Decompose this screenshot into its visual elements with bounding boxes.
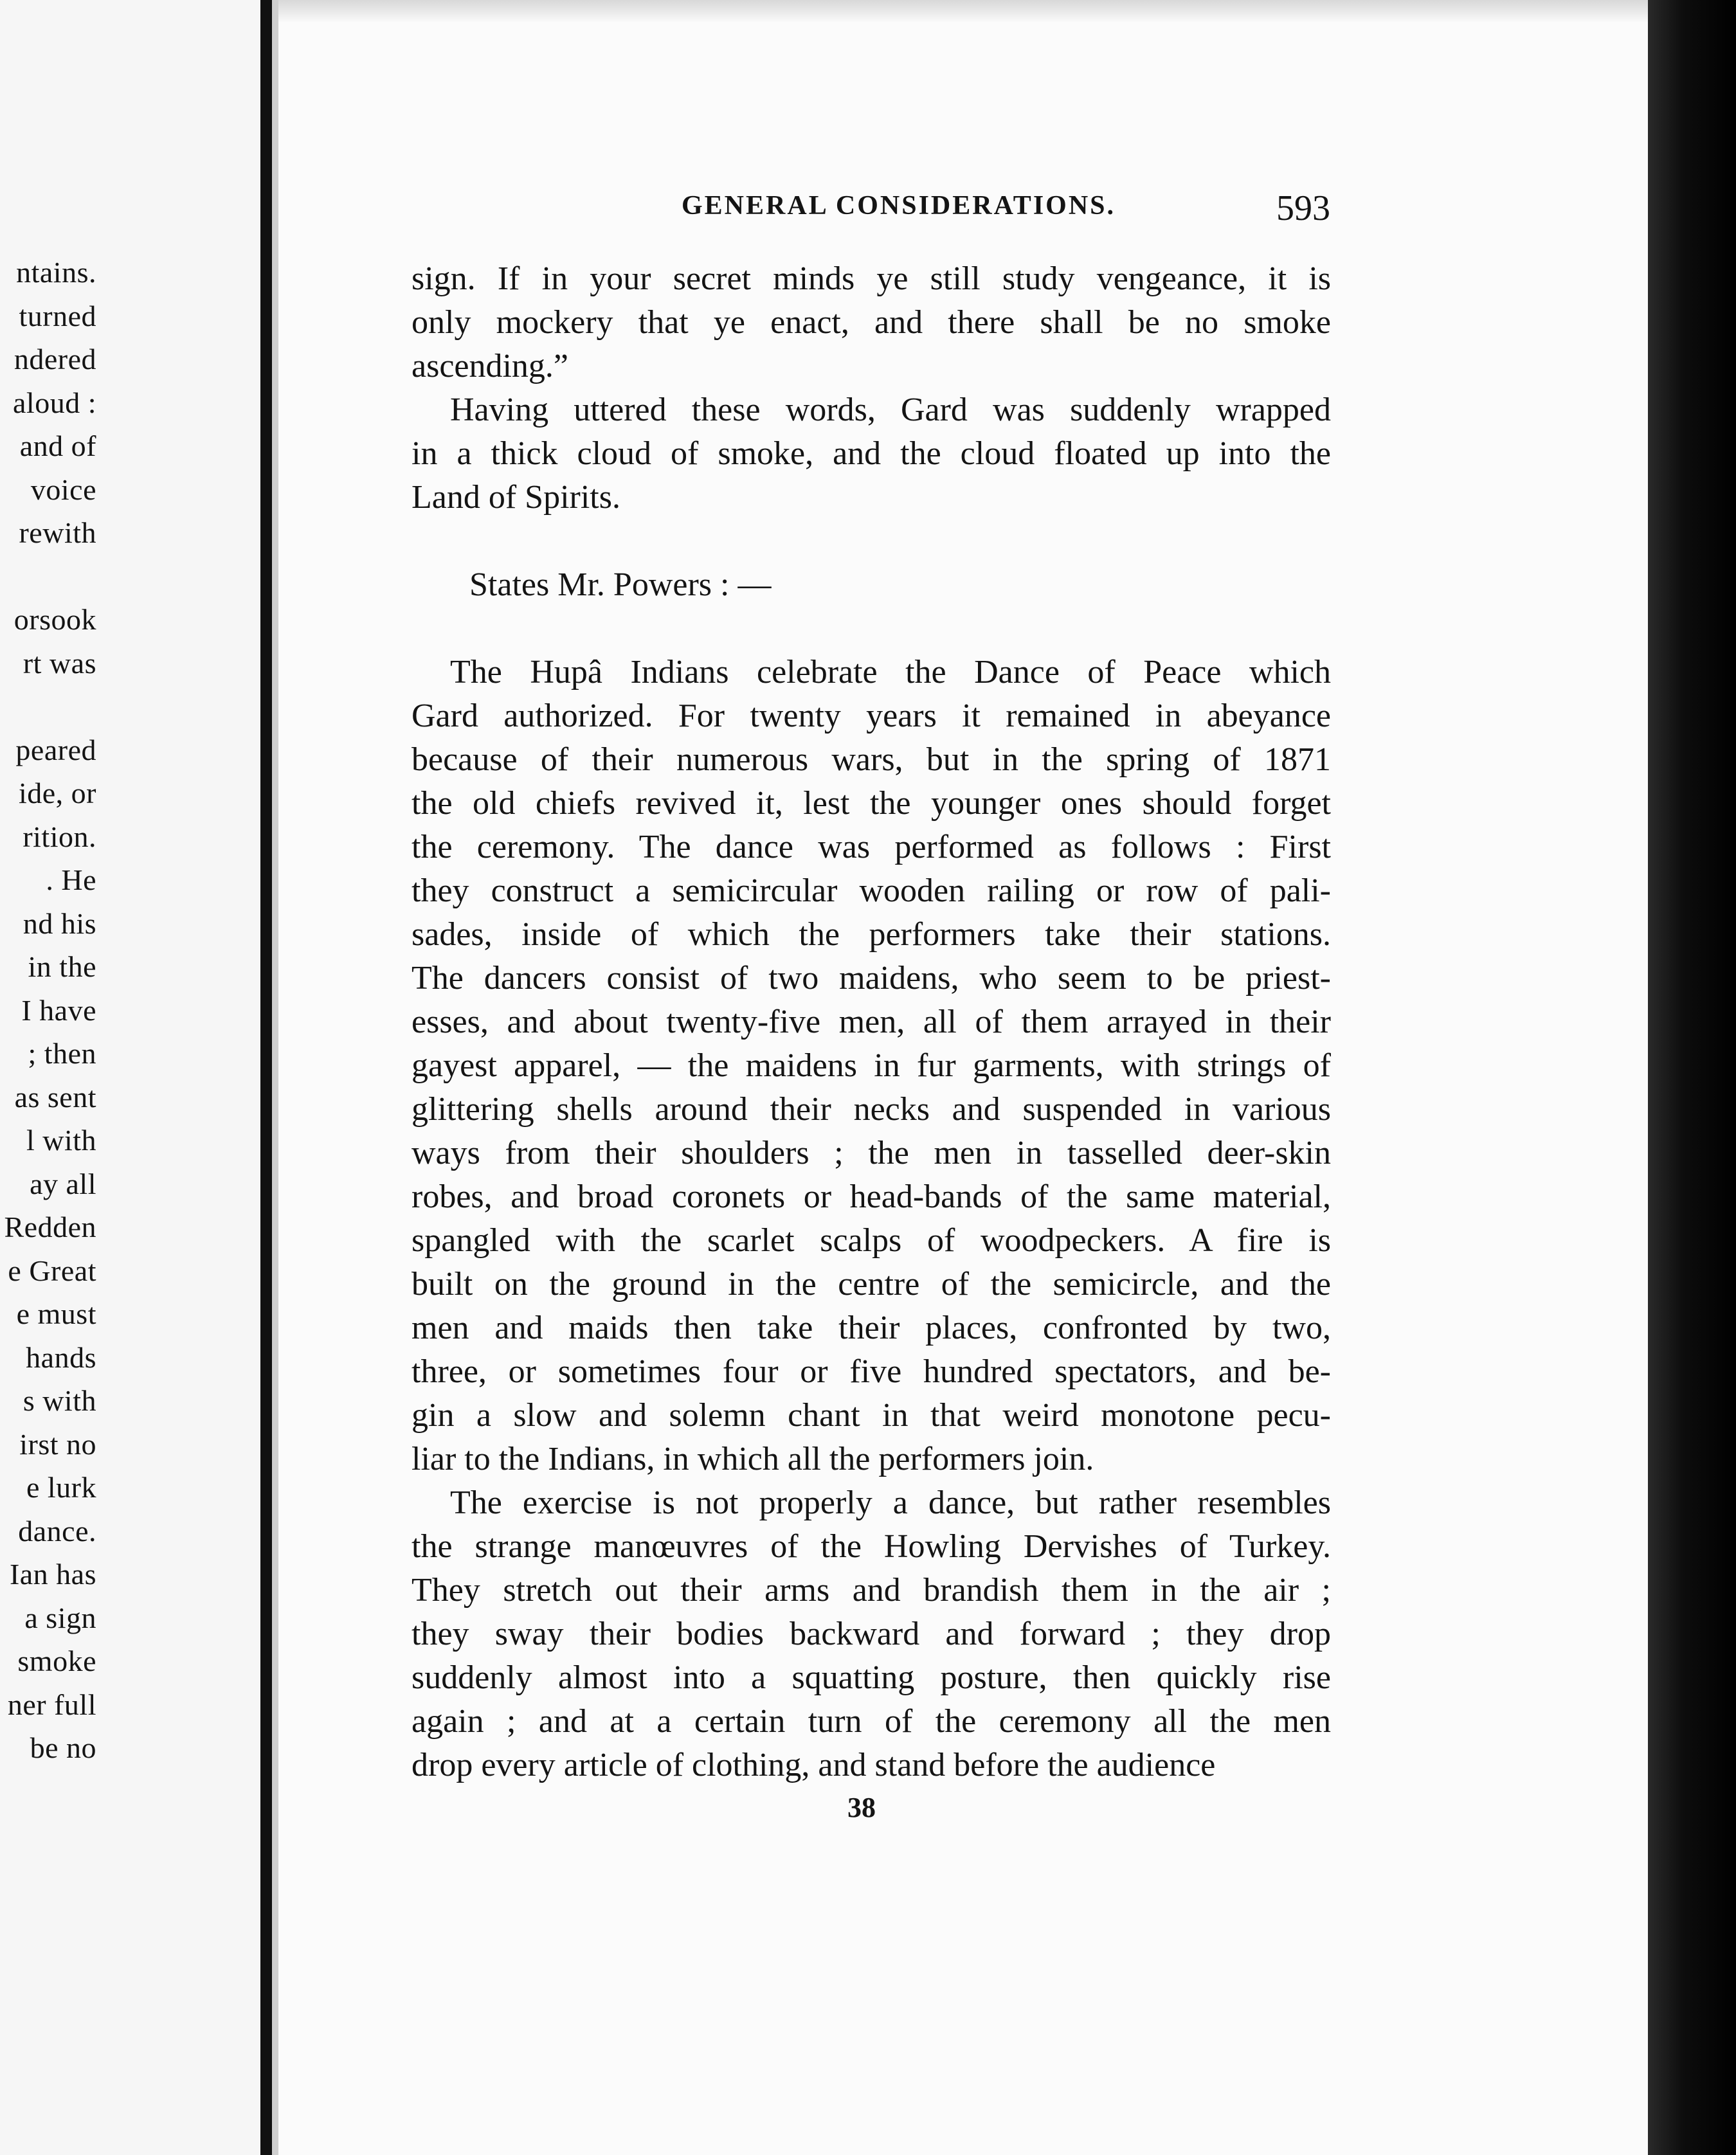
left-page-line: dance. (18, 1514, 96, 1547)
left-page-line: in the (28, 950, 96, 983)
text-line: sign. If in your secret minds ye still study vengeance, it is (411, 260, 1331, 297)
text-line: The exercise is not properly a dance, but rather resembles (450, 1484, 1331, 1521)
left-page-line: e must (16, 1297, 96, 1330)
left-facing-page (0, 0, 260, 2155)
left-page-line: s with (23, 1384, 96, 1417)
left-page-line: be no (30, 1731, 96, 1764)
left-page-line: nd his (23, 906, 96, 940)
left-page-line: as sent (14, 1080, 96, 1114)
text-line: men and maids then take their places, confronted by two, (411, 1310, 1331, 1346)
text-line: Having uttered these words, Gard was suddenly wrapped (450, 392, 1331, 428)
left-page-line: ntains. (16, 256, 96, 289)
signature-mark: 38 (847, 1792, 876, 1823)
left-page-line: l with (26, 1124, 96, 1157)
paragraph-gap (411, 519, 1331, 563)
left-page-line: irst no (19, 1427, 96, 1461)
left-page-line: hands (26, 1340, 96, 1374)
left-page-line: ner full (7, 1688, 96, 1721)
attribution-line: States Mr. Powers : — (469, 566, 772, 603)
text-line: they sway their bodies backward and forward ; they drop (411, 1616, 1331, 1652)
left-page-line: Redden (4, 1211, 96, 1243)
left-page-line: e Great (8, 1254, 96, 1287)
text-line: liar to the Indians, in which all the performers join. (411, 1441, 1094, 1477)
text-line: the strange manœuvres of the Howling Dervishes of Turkey. (411, 1528, 1331, 1565)
text-line: The dancers consist of two maidens, who seem to be priest- (411, 960, 1331, 996)
text-line: in a thick cloud of smoke, and the cloud floated up into the (411, 435, 1331, 472)
book-gutter (260, 0, 272, 2155)
text-line: ways from their shoulders ; the men in tasselled deer-skin (411, 1135, 1331, 1171)
text-line: esses, and about twenty-five men, all of them arrayed in their (411, 1004, 1331, 1040)
text-line: glittering shells around their necks and suspended in various (411, 1091, 1331, 1128)
left-page-line: rewith (19, 516, 96, 549)
left-page-line: and of (19, 429, 96, 462)
text-line: Gard authorized. For twenty years it remained in abeyance (411, 698, 1331, 734)
text-line: robes, and broad coronets or head-bands of the same material, (411, 1178, 1331, 1215)
text-line: ascending.” (411, 348, 569, 384)
text-line: again ; and at a certain turn of the ceremony all the men (411, 1703, 1331, 1740)
text-line: sades, inside of which the performers take their stations. (411, 916, 1331, 953)
text-line: The Hupâ Indians celebrate the Dance of Peace which (450, 654, 1331, 690)
text-line: built on the ground in the centre of the semicircle, and the (411, 1266, 1331, 1303)
page-number: 593 (1276, 188, 1330, 228)
left-page-line: aloud : (13, 386, 96, 419)
left-page-line: voice (30, 473, 96, 506)
left-page-line: . He (46, 863, 96, 896)
text-line: only mockery that ye enact, and there shall be no smoke (411, 304, 1331, 341)
text-line: the ceremony. The dance was performed as follows : First (411, 829, 1331, 865)
left-page-line: ide, or (18, 777, 96, 809)
body-text (411, 257, 1331, 1787)
page-edge (272, 0, 278, 2155)
left-page-line (0, 555, 96, 599)
text-line: spangled with the scarlet scalps of woodpeckers. A fire is (411, 1222, 1331, 1259)
left-page-line (0, 685, 96, 728)
left-page-line: orsook (14, 603, 96, 636)
paragraph-gap (411, 607, 1331, 651)
text-line: the old chiefs revived it, lest the younger ones should forget (411, 785, 1331, 822)
left-page-line: peared (15, 733, 96, 766)
text-line: gin a slow and solemn chant in that weird monotone pecu- (411, 1397, 1331, 1434)
left-page-line: rition. (23, 820, 96, 853)
left-page-line: ; then (28, 1037, 96, 1070)
text-line: They stretch out their arms and brandish them in the air ; (411, 1572, 1331, 1609)
text-line: Land of Spirits. (411, 479, 620, 516)
text-line: gayest apparel, — the maidens in fur garments, with strings of (411, 1047, 1331, 1084)
left-page-line: ndered (14, 343, 96, 375)
left-page-line: a sign (24, 1601, 96, 1634)
text-line: they construct a semicircular wooden railing or row of pali- (411, 872, 1331, 909)
left-page-line: rt was (23, 646, 96, 680)
text-line: suddenly almost into a squatting posture, then quickly rise (411, 1659, 1331, 1696)
left-page-line: I have (21, 993, 96, 1027)
left-page-line: e lurk (26, 1471, 96, 1504)
text-line: three, or sometimes four or five hundred spectators, and be- (411, 1353, 1331, 1390)
running-head: GENERAL CONSIDERATIONS. (682, 191, 1116, 221)
text-line: because of their numerous wars, but in the spring of 1871 (411, 741, 1331, 778)
left-page-line: ay all (30, 1167, 96, 1200)
left-page-line: turned (19, 299, 96, 332)
left-page-text (0, 251, 96, 1770)
page-top-shadow (278, 0, 1648, 23)
left-page-line: smoke (17, 1645, 96, 1677)
text-line: drop every article of clothing, and stand before the audience (411, 1747, 1216, 1783)
scan-right-border (1648, 0, 1736, 2155)
left-page-line: Ian has (9, 1558, 96, 1591)
